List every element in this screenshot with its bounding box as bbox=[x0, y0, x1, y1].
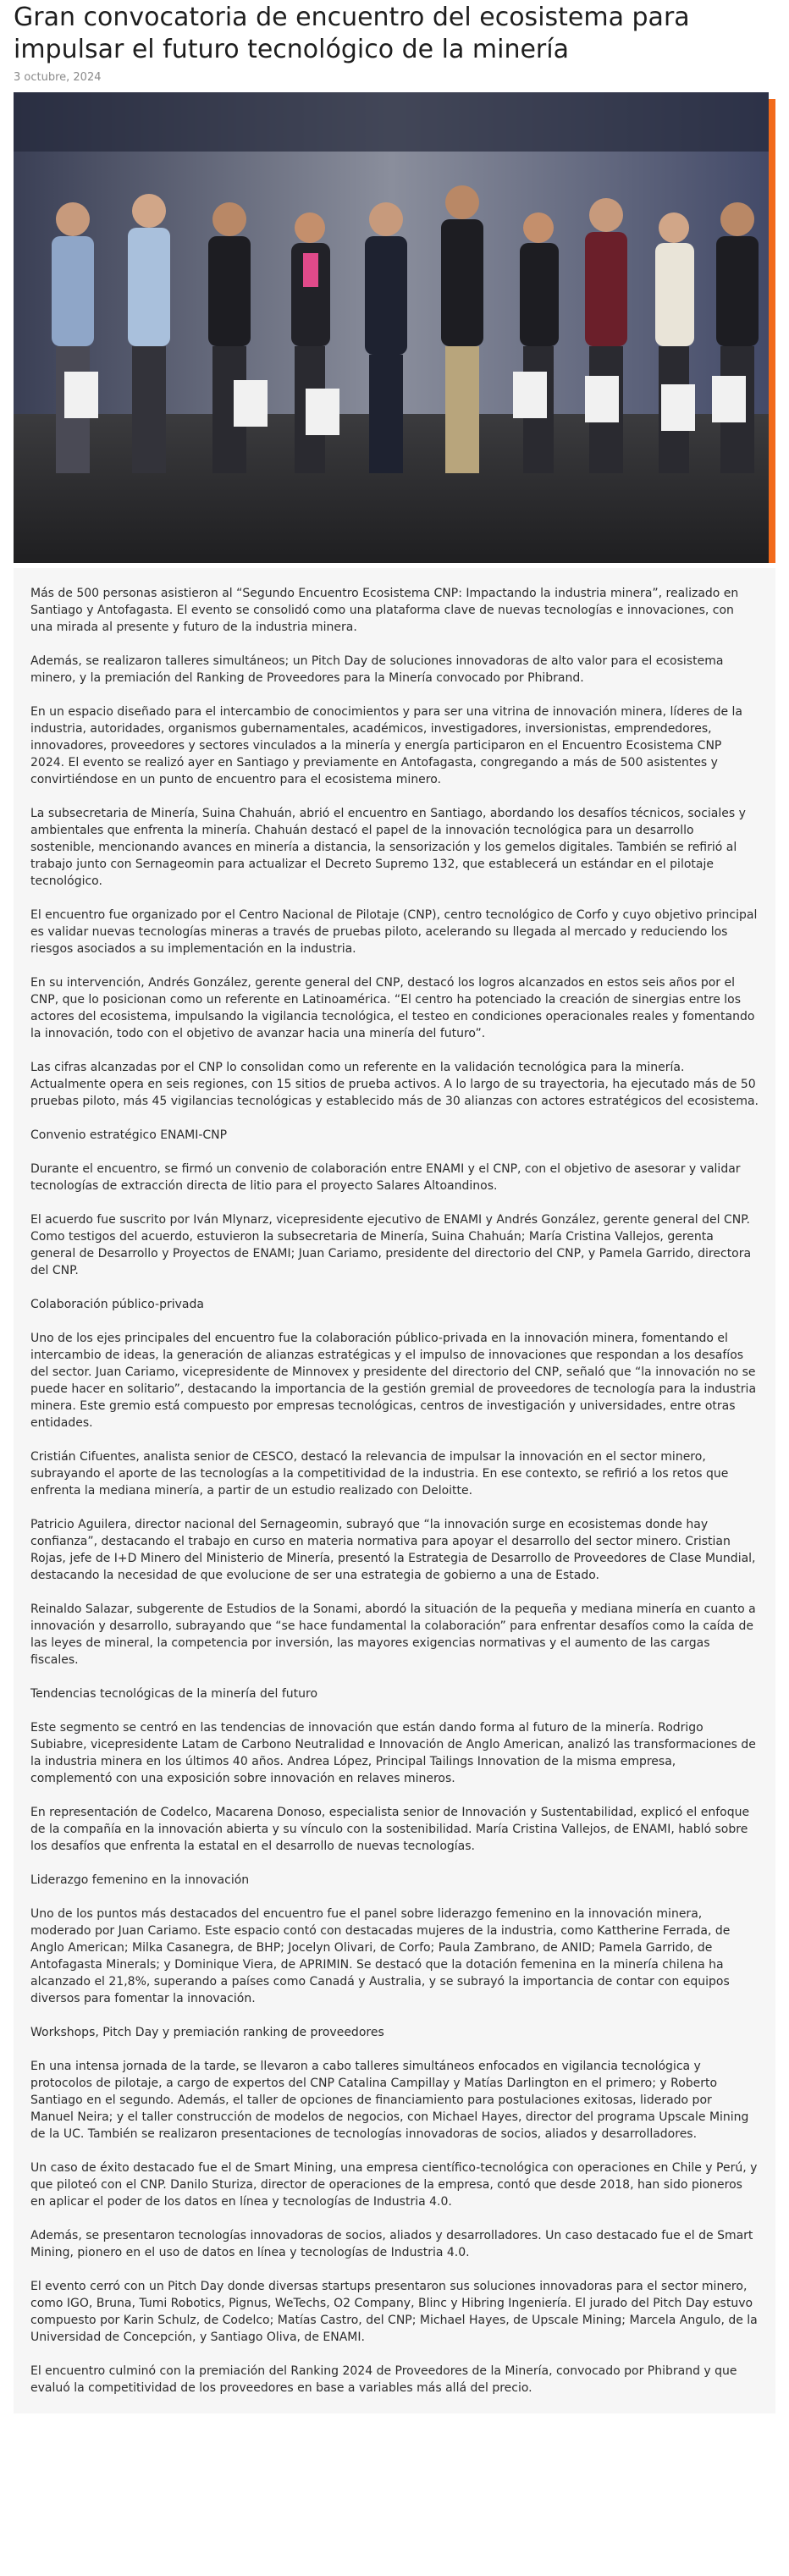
paragraph: Más de 500 personas asistieron al “Segundo Encuentro Ecosistema CNP: Impactando la industria minera”, realizado en Santiago y Antofagasta. El evento se consolidó como una plataforma clave de nuevas tecnologías e innovaciones, con una mirada al presente y futuro de la industria minera. bbox=[30, 587, 739, 634]
section-heading: Workshops, Pitch Day y premiación ranking de proveedores bbox=[30, 2026, 384, 2039]
paragraph: El encuentro culminó con la premiación del Ranking 2024 de Proveedores de la Minería, convocado por Phibrand y que evaluó la competitividad de los proveedores en base a variables más allá del precio. bbox=[30, 2364, 737, 2395]
paragraph: La subsecretaria de Minería, Suina Chahuán, abrió el encuentro en Santiago, abordando los desafíos técnicos, sociales y ambientales que enfrenta la minería. Chahuán destacó el papel de la innovación tecnológica para un desarrollo sostenible, mencionando avances en minería a distancia, la sensorización y los gemelos digitales. También se refirió al trabajo junto con Sernageomin para actualizar el Decreto Supremo 132, que establecerá un estándar en el pilotaje tecnológico. bbox=[30, 807, 746, 888]
accent-bar bbox=[769, 99, 775, 563]
section-heading: Tendencias tecnológicas de la minería del futuro bbox=[30, 1687, 318, 1701]
section-heading: Colaboración público-privada bbox=[30, 1298, 204, 1311]
paragraph: Uno de los puntos más destacados del encuentro fue el panel sobre liderazgo femenino en la innovación minera, moderado por Juan Cariamo. Este espacio contó con destacadas mujeres de la industria, como Kattherine Ferrada, de Anglo American; Milka Casanegra, de BHP; Jocelyn Olivari, de Corfo; Paula Zambrano, de ANID; Pamela Garrido, de Antofagasta Minerals; y Dominique Viera, de APRIMIN. Se destacó que la dotación femenina en la minería chilena ha alcanzado el 21,8%, superando a países como Canadá y Australia, y se subrayó la importancia de contar con equipos diversos para fomentar la innovación. bbox=[30, 1907, 731, 2005]
paragraph: En su intervención, Andrés González, gerente general del CNP, destacó los logros alcanzados en estos seis años por el CNP, que lo posicionan como un referente en Latinoamérica. “El centro ha potenciado la creación de sinergias entre los actores del ecosistema, impulsando la vigilancia tecnológica, el testeo en condiciones operacionales reales y fomentando la innovación, todo con el objetivo de avanzar hacia una minería del futuro”. bbox=[30, 976, 755, 1040]
article-date: 3 octubre, 2024 bbox=[14, 71, 102, 84]
paragraph: En representación de Codelco, Macarena Donoso, especialista senior de Innovación y Sustentabilidad, explicó el enfoque de la compañía en la innovación abierta y su vínculo con la sostenibilidad. María Cristina Vallejos, de ENAMI, habló sobre los desafíos que enfrenta la estatal en el desarrollo de nuevas tecnologías. bbox=[30, 1806, 750, 1853]
section-heading: Liderazgo femenino en la innovación bbox=[30, 1873, 250, 1887]
hero-photo-container bbox=[14, 92, 775, 563]
article-body bbox=[14, 568, 775, 2413]
paragraph: Este segmento se centró en las tendencias de innovación que están dando forma al futuro de la minería. Rodrigo Subiabre, vicepresidente Latam de Carbono Neutralidad e Innovación de Anglo American, analizó las transformaciones de la industria minera en los últimos 40 años. Andrea López, Principal Tailings Innovation de la misma empresa, complementó con una exposición sobre innovación en relaves mineros. bbox=[30, 1721, 756, 1785]
paragraph: El encuentro fue organizado por el Centro Nacional de Pilotaje (CNP), centro tecnológico de Corfo y cuyo objetivo principal es validar nuevas tecnologías mineras a través de pruebas piloto, acelerando su llegada al mercado y reduciendo los riesgos asociados a su implementación en la industria. bbox=[30, 908, 758, 956]
paragraph: Además, se realizaron talleres simultáneos; un Pitch Day de soluciones innovadoras de alto valor para el ecosistema minero, y la premiación del Ranking de Proveedores para la Minería convocado por Phibrand. bbox=[30, 654, 724, 685]
section-heading: Convenio estratégico ENAMI-CNP bbox=[30, 1128, 228, 1142]
paragraph: Un caso de éxito destacado fue el de Smart Mining, una empresa científico-tecnológica con operaciones en Chile y Perú, y que piloteó con el CNP. Danilo Sturiza, director de operaciones de la empresa, contó que desde 2018, han sido pioneros en aplicar el poder de los datos en línea y tecnologías de Industria 4.0. bbox=[30, 2161, 758, 2209]
paragraph: Uno de los ejes principales del encuentro fue la colaboración público-privada en la innovación minera, fomentando el intercambio de ideas, la generación de alianzas estratégicas y el impulso de innovaciones que respondan a los desafíos del sector. Juan Cariamo, vicepresidente de Minnovex y presidente del directorio del CNP, señaló que “la innovación no se puede hacer en solitario”, destacando la importancia de la gestión gremial de proveedores de tecnología para la industria minera. Este gremio está compuesto por empresas tecnológicas, centros de investigación y universidades, entre otras entidades. bbox=[30, 1332, 757, 1430]
paragraph: En un espacio diseñado para el intercambio de conocimientos y para ser una vitrina de innovación minera, líderes de la industria, autoridades, organismos gubernamentales, académicos, investigadores, inversionistas, emprendedores, innovadores, proveedores y sectores vinculados a la minería y energía participaron en el Encuentro Ecosistema CNP 2024. El evento se realizó ayer en Santiago y previamente en Antofagasta, congregando a más de 500 asistentes y convirtiéndose en un punto de encuentro para el ecosistema minero. bbox=[30, 705, 742, 786]
paragraph: Cristián Cifuentes, analista senior de CESCO, destacó la relevancia de impulsar la innovación en el sector minero, subrayando el aporte de las tecnologías a la competitividad de la industria. En ese contexto, se refirió a los retos que enfrenta la mediana minería, a partir de un estudio realizado con Deloitte. bbox=[30, 1450, 729, 1498]
paragraph: Las cifras alcanzadas por el CNP lo consolidan como un referente en la validación tecnológica para la minería. Actualmente opera en seis regiones, con 15 sitios de prueba activos. A lo largo de su trayectoria, ha ejecutado más de 50 pruebas piloto, más 45 vigilancias tecnológicas y establecido más de 30 alianzas con actores estratégicos del ecosistema. bbox=[30, 1061, 759, 1108]
paragraph: En una intensa jornada de la tarde, se llevaron a cabo talleres simultáneos enfocados en vigilancia tecnológica y protocolos de pilotaje, a cargo de expertos del CNP Catalina Campillay y Matías Darlington en el primero; y Roberto Santiago en el segundo. Además, el taller de opciones de financiamiento para postulaciones exitosas, liderado por Manuel Neira; y el taller construcción de modelos de negocios, con Michael Hayes, director del programa Upscale Mining de la UC. También se realizaron presentaciones de tecnologías innovadoras de socios, aliados y desarrolladores. bbox=[30, 2060, 749, 2141]
paragraph: Durante el encuentro, se firmó un convenio de colaboración entre ENAMI y el CNP, con el objetivo de asesorar y validar tecnologías de extracción directa de litio para el proyecto Salares Altoandinos. bbox=[30, 1162, 741, 1193]
paragraph: Reinaldo Salazar, subgerente de Estudios de la Sonami, abordó la situación de la pequeña y mediana minería en cuanto a innovación y desarrollo, subrayando que “se hace fundamental la colaboración” para enfrentar desafíos como la caída de las leyes de mineral, la competencia por inversión, las mayores exigencias normativas y el aumento de las cargas fiscales. bbox=[30, 1602, 756, 1667]
paragraph: El acuerdo fue suscrito por Iván Mlynarz, vicepresidente ejecutivo de ENAMI y Andrés González, gerente general del CNP. Como testigos del acuerdo, estuvieron la subsecretaria de Minería, Suina Chahuán; María Cristina Vallejos, gerenta general de Desarrollo y Proyectos de ENAMI; Juan Cariamo, presidente del directorio del CNP, y Pamela Garrido, directora del CNP. bbox=[30, 1213, 752, 1277]
paragraph: El evento cerró con un Pitch Day donde diversas startups presentaron sus soluciones innovadoras para el sector minero, como IGO, Bruna, Tumi Robotics, Pignus, WeTechs, O2 Company, Blinc y Hibring Ingeniería. El jurado del Pitch Day estuvo compuesto por Karin Schulz, de Codelco; Matías Castro, del CNP; Michael Hayes, de Upscale Mining; Marcela Angulo, de la Universidad de Concepción, y Santiago Oliva, de ENAMI. bbox=[30, 2280, 758, 2344]
paragraph: Patricio Aguilera, director nacional del Sernageomin, subrayó que “la innovación surge en ecosistemas donde hay confianza”, destacando el trabajo en curso en materia normativa para apoyar el desarrollo del sector minero. Cristian Rojas, jefe de I+D Minero del Ministerio de Minería, presentó la Estrategia de Desarrollo de Proveedores de Clase Mundial, destacando la necesidad de que evolucione de ser una estrategia de gobierno a una de Estado. bbox=[30, 1518, 756, 1582]
paragraph: Además, se presentaron tecnologías innovadoras de socios, aliados y desarrolladores. Un caso destacado fue el de Smart Mining, pionero en el uso de datos en línea y tecnologías de Industria 4.0. bbox=[30, 2229, 753, 2259]
article-title: Gran convocatoria de encuentro del ecosistema para impulsar el futuro tecnológico de la minería bbox=[14, 3, 690, 64]
group-photo-icon bbox=[14, 92, 769, 563]
